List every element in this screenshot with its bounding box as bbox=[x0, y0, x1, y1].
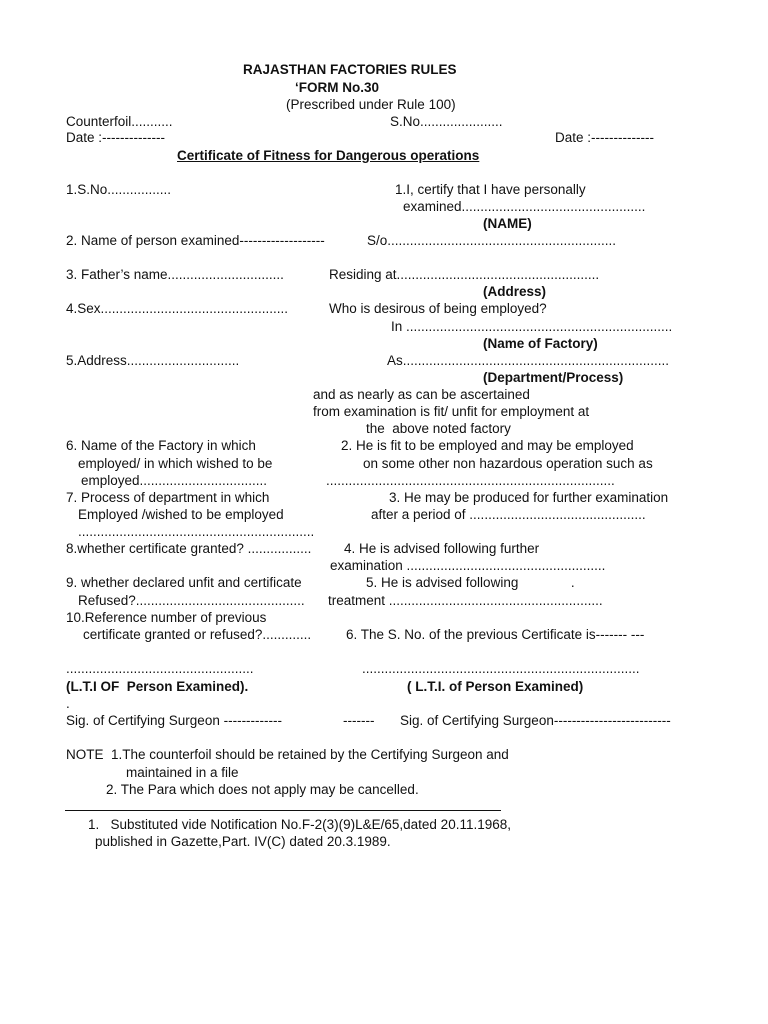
date-left: Date :-------------- bbox=[66, 130, 165, 145]
right-operation-dots: ............................................................................. bbox=[326, 473, 615, 488]
left-factory-name-cont: employed/ in which wished to be bbox=[78, 456, 273, 471]
left-declared-unfit: 9. whether declared unfit and certificate bbox=[66, 575, 302, 590]
right-advised-exam: 4. He is advised following further bbox=[344, 541, 540, 556]
right-signature-dash: ------- bbox=[343, 713, 375, 728]
left-person-name: 2. Name of person examined------------------- bbox=[66, 233, 325, 248]
right-in-factory: In ....................................................................... bbox=[391, 319, 673, 334]
right-certify: 1.I, certify that I have personally bbox=[395, 182, 586, 197]
left-process-dots: ............................................................... bbox=[78, 524, 315, 539]
right-advised-treatment: 5. He is advised following . bbox=[366, 575, 575, 590]
right-lti-line: .......................................................................... bbox=[362, 661, 640, 676]
right-exam-dots: examination ..................................................... bbox=[330, 558, 606, 573]
footnote-gazette: published in Gazette,Part. IV(C) dated 20.3.1989. bbox=[95, 834, 391, 849]
serial-number-label: S.No...................... bbox=[390, 114, 503, 129]
left-dot: . bbox=[66, 696, 70, 711]
left-refused: Refused?............................................. bbox=[78, 593, 305, 608]
form-number: ‘FORM No.30 bbox=[295, 80, 380, 95]
prescribed-rule: (Prescribed under Rule 100) bbox=[286, 97, 456, 112]
form-title: RAJASTHAN FACTORIES RULES bbox=[243, 62, 457, 77]
right-lti-label: ( L.T.I. of Person Examined) bbox=[407, 679, 584, 694]
right-name-label: (NAME) bbox=[483, 216, 532, 231]
note-counterfoil-cont: maintained in a file bbox=[126, 765, 239, 780]
left-reference-cont: certificate granted or refused?............. bbox=[83, 627, 312, 642]
right-department-label: (Department/Process) bbox=[483, 370, 624, 385]
right-fit-unfit: from examination is fit/ unfit for employment at bbox=[313, 404, 590, 419]
right-previous-certificate: 6. The S. No. of the previous Certificate is------- --- bbox=[346, 627, 645, 642]
left-lti-line: .................................................. bbox=[66, 661, 254, 676]
right-address-label: (Address) bbox=[483, 284, 547, 299]
right-noted-factory: the above noted factory bbox=[366, 421, 511, 436]
left-father-name: 3. Father’s name............................... bbox=[66, 267, 284, 282]
counterfoil-label: Counterfoil........... bbox=[66, 114, 173, 129]
right-further-exam: 3. He may be produced for further examination bbox=[389, 490, 669, 505]
left-sex: 4.Sex.................................................. bbox=[66, 301, 289, 316]
left-surgeon-signature: Sig. of Certifying Surgeon ------------- bbox=[66, 713, 283, 728]
right-ascertained: and as nearly as can be ascertained bbox=[313, 387, 530, 402]
right-factory-label: (Name of Factory) bbox=[483, 336, 598, 351]
footnote-notification: 1. Substituted vide Notification No.F-2(3)(9)L&E/65,dated 20.11.1968, bbox=[88, 817, 511, 832]
right-non-hazardous: on some other non hazardous operation such as bbox=[363, 456, 653, 471]
left-reference-number: 10.Reference number of previous bbox=[66, 610, 267, 625]
note-para-cancel: 2. The Para which does not apply may be cancelled. bbox=[106, 782, 419, 797]
right-residing: Residing at...................................................... bbox=[329, 267, 600, 282]
right-son-of: S/o............................................................. bbox=[367, 233, 617, 248]
note-counterfoil: NOTE 1.The counterfoil should be retained by the Certifying Surgeon and bbox=[66, 747, 509, 762]
right-as-department: As....................................................................... bbox=[387, 353, 670, 368]
left-lti-label: (L.T.I OF Person Examined). bbox=[66, 679, 249, 694]
left-serial-no: 1.S.No................. bbox=[66, 182, 172, 197]
right-period: after a period of ............................................... bbox=[371, 507, 646, 522]
left-factory-name: 6. Name of the Factory in which bbox=[66, 438, 256, 453]
date-right: Date :-------------- bbox=[555, 130, 654, 145]
right-treatment-dots: treatment ......................................................... bbox=[328, 593, 603, 608]
left-address: 5.Address.............................. bbox=[66, 353, 240, 368]
certificate-title: Certificate of Fitness for Dangerous operations bbox=[177, 148, 480, 163]
right-desirous: Who is desirous of being employed? bbox=[329, 301, 547, 316]
left-process-cont: Employed /wished to be employed bbox=[78, 507, 284, 522]
right-surgeon-signature: Sig. of Certifying Surgeon-------------------------- bbox=[400, 713, 671, 728]
footnote-divider bbox=[65, 810, 501, 811]
right-fit-employed: 2. He is fit to be employed and may be employed bbox=[341, 438, 634, 453]
left-certificate-granted: 8.whether certificate granted? ................. bbox=[66, 541, 312, 556]
left-process: 7. Process of department in which bbox=[66, 490, 270, 505]
left-factory-name-dots: employed.................................. bbox=[81, 473, 268, 488]
right-examined: examined................................................. bbox=[403, 199, 646, 214]
